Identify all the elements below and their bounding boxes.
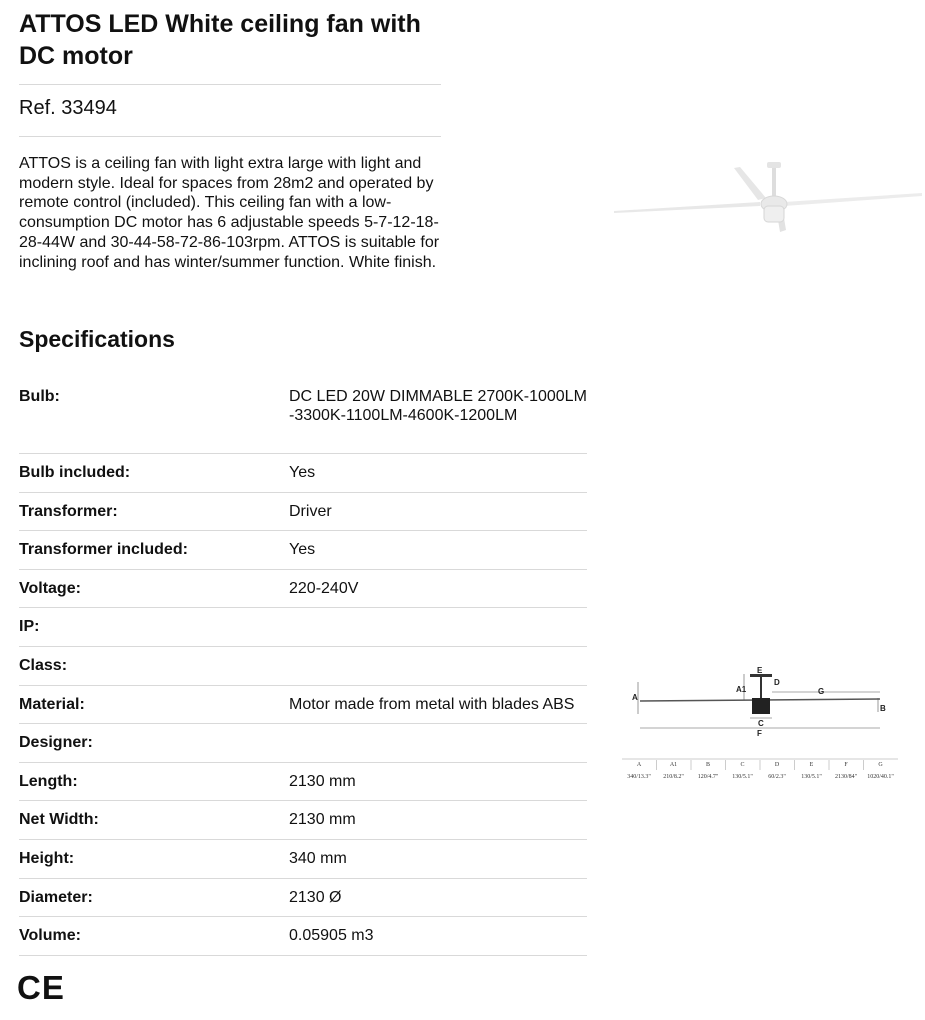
spec-value [289, 733, 587, 762]
dim-table-value: 340/13.3" [627, 774, 651, 780]
product-reference: Ref. 33494 [19, 97, 117, 119]
spec-row [19, 570, 587, 609]
spec-value: Yes [289, 464, 316, 481]
spec-row [19, 724, 587, 763]
spec-value: DC LED 20W DIMMABLE 2700K-1000LM -3300K-1100LM-4600K-1200LM [289, 388, 587, 424]
spec-key: Height: [19, 849, 75, 867]
spec-value: 2130 mm [289, 811, 356, 829]
spec-value: Motor made from metal with blades ABS [289, 695, 575, 713]
spec-key: Bulb: [19, 388, 60, 405]
spec-row [19, 879, 587, 918]
dim-table-label: B [705, 762, 711, 768]
dim-label-a1: A1 [736, 685, 747, 694]
spec-key: Net Width: [19, 811, 99, 829]
spec-row [19, 917, 587, 956]
spec-key: Bulb included: [19, 464, 131, 481]
dim-table-label: F [844, 762, 848, 768]
specifications-table [19, 378, 587, 956]
spec-key: Transformer included: [19, 541, 188, 559]
spec-value: 220-240V [289, 579, 359, 597]
spec-row [19, 454, 587, 493]
spec-value: Driver [289, 502, 332, 520]
dim-label-e: E [757, 666, 763, 675]
dim-table-value: 60/2.3" [768, 774, 786, 780]
spec-key: Transformer: [19, 502, 118, 520]
dim-label-f: F [757, 729, 762, 738]
spec-row [19, 763, 587, 802]
spec-key: IP: [19, 618, 40, 636]
spec-row [19, 531, 587, 570]
dim-label-c: C [758, 719, 764, 728]
dim-table-label: D [774, 762, 780, 768]
spec-key: Length: [19, 772, 78, 790]
dim-table-label: E [809, 762, 814, 768]
dim-label-d: D [774, 678, 780, 687]
spec-row [19, 647, 587, 686]
fan-product-image [610, 150, 925, 240]
spec-key: Volume: [19, 927, 81, 945]
dimension-table [622, 759, 898, 780]
spec-row [19, 378, 587, 454]
dim-table-value: 210/8.2" [663, 774, 684, 780]
dim-table-label: A [636, 762, 642, 768]
dim-label-g: G [818, 687, 825, 696]
divider [19, 136, 441, 137]
spec-row [19, 686, 587, 725]
spec-value: 2130 Ø [289, 888, 342, 906]
dim-table-value: 130/5.1" [801, 774, 822, 780]
spec-key: Voltage: [19, 579, 81, 597]
spec-value: Yes [289, 541, 316, 559]
spec-key: Designer: [19, 734, 93, 752]
product-title: ATTOS LED White ceiling fan with DC motor [19, 10, 421, 70]
spec-value [289, 656, 587, 685]
dim-table-value: 130/5.1" [732, 774, 753, 780]
dim-table-label: G [878, 762, 883, 768]
dim-label-b: B [880, 704, 886, 713]
spec-value: 2130 mm [289, 772, 356, 790]
spec-value: 340 mm [289, 849, 347, 867]
product-description: ATTOS is a ceiling fan with light extra large with light and modern style. Ideal for spaces from 28m2 and operated by remote control (included). This ceiling fan with a low-consumption DC motor has 6 adjustable speeds 5-7-12-18-28-44W and 30-44-58-72-86-103rpm. ATTOS is suitable for inclining roof and has winter/summer function. White finish. [19, 155, 440, 271]
dim-table-label: C [740, 762, 745, 768]
dimension-diagram [620, 660, 905, 790]
ce-mark-logo: CE [17, 969, 65, 1006]
dim-table-value: 120/4.7" [697, 774, 719, 780]
spec-row [19, 608, 587, 647]
spec-key: Diameter: [19, 888, 93, 906]
dim-table-label: A1 [669, 762, 678, 768]
spec-key: Material: [19, 695, 85, 713]
spec-row [19, 801, 587, 840]
spec-value [289, 617, 587, 646]
spec-key: Class: [19, 656, 68, 674]
spec-row [19, 493, 587, 532]
dim-label-a: A [632, 693, 638, 702]
dim-table-value: 1020/40.1" [867, 774, 894, 780]
dim-table-value: 2130/84" [834, 774, 858, 780]
specifications-heading: Specifications [19, 326, 175, 352]
spec-value: 0.05905 m3 [289, 927, 374, 945]
spec-row [19, 840, 587, 879]
divider [19, 84, 441, 85]
